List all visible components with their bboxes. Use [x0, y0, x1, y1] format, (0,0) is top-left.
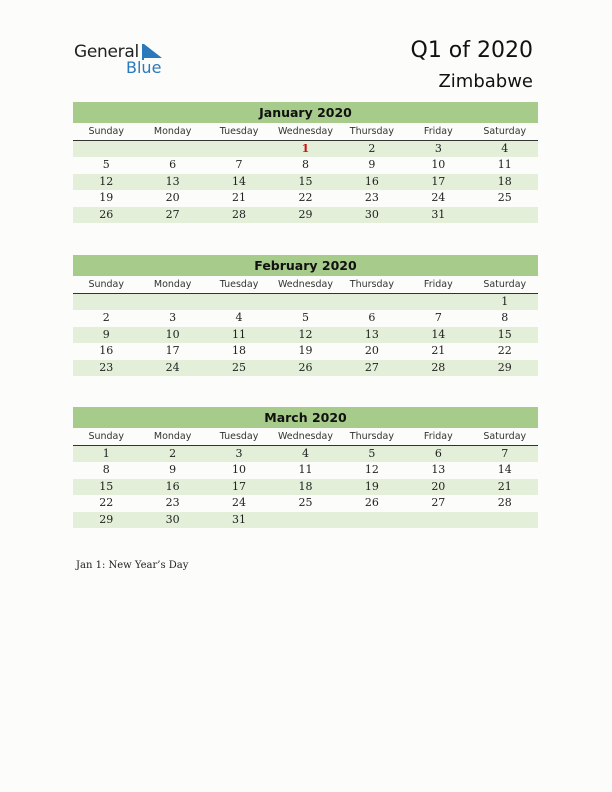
- month-calendar-january: [73, 102, 538, 223]
- weekday-label: Monday: [153, 126, 192, 137]
- day-cell: 28: [431, 360, 446, 374]
- day-cell: 29: [298, 207, 313, 221]
- day-cell: 19: [298, 344, 313, 358]
- weekday-label: Friday: [423, 431, 453, 442]
- day-cell: 13: [165, 174, 180, 188]
- weekday-header-row: [73, 276, 538, 294]
- day-cell: 7: [501, 447, 509, 460]
- day-cell: 12: [298, 327, 313, 341]
- day-cell: 23: [165, 496, 180, 510]
- day-cell: 29: [497, 360, 512, 374]
- day-cell: 19: [99, 191, 114, 205]
- day-cell: 24: [232, 496, 247, 510]
- day-cell: 20: [431, 479, 446, 493]
- weekday-label: Tuesday: [219, 279, 259, 290]
- logo-text-general: General: [74, 42, 139, 62]
- month-title: January 2020: [73, 102, 538, 123]
- day-cell: 15: [298, 174, 313, 188]
- day-cell: 11: [232, 327, 247, 341]
- weekday-label: Monday: [153, 431, 192, 442]
- day-cell: [472, 512, 538, 528]
- day-cell: 1: [102, 447, 110, 460]
- month-calendar-march: [73, 407, 538, 528]
- day-cell: 10: [232, 463, 247, 477]
- day-cell: 10: [165, 327, 180, 341]
- weekday-label: Saturday: [483, 126, 527, 137]
- weekday-label: Sunday: [88, 126, 124, 137]
- page-title: Q1 of 2020: [410, 38, 533, 63]
- day-cell: 18: [298, 479, 313, 493]
- weekday-label: Saturday: [483, 279, 527, 290]
- day-cell: 27: [364, 360, 379, 374]
- day-cell: 1: [501, 295, 509, 308]
- weekday-label: Tuesday: [219, 126, 259, 137]
- month-calendar-february: [73, 255, 538, 376]
- day-cell: 17: [431, 174, 446, 188]
- holiday-notes: Jan 1: New Year’s Day: [76, 560, 189, 571]
- day-cell: [405, 512, 471, 528]
- week-row: [73, 327, 538, 343]
- week-row: [73, 207, 538, 223]
- day-cell: 28: [232, 207, 247, 221]
- day-cell: 5: [301, 311, 309, 325]
- day-cell: 18: [497, 174, 512, 188]
- day-cell: 10: [431, 158, 446, 172]
- day-cell: 6: [434, 447, 442, 460]
- week-row: [73, 157, 538, 173]
- weekday-label: Thursday: [349, 126, 394, 137]
- day-cell: [73, 294, 139, 310]
- week-row: [73, 343, 538, 359]
- weekday-label: Wednesday: [277, 279, 333, 290]
- day-cell: 4: [235, 311, 243, 325]
- weekday-label: Friday: [423, 126, 453, 137]
- day-cell: 18: [232, 344, 247, 358]
- day-cell: 21: [232, 191, 247, 205]
- day-cell: 9: [169, 463, 177, 477]
- day-cell: 16: [165, 479, 180, 493]
- day-cell: [405, 294, 471, 310]
- day-cell: 12: [99, 174, 114, 188]
- month-title: February 2020: [73, 255, 538, 276]
- day-cell: 17: [232, 479, 247, 493]
- week-row: [73, 462, 538, 478]
- week-row: [73, 512, 538, 528]
- day-cell: 15: [497, 327, 512, 341]
- day-cell: 7: [235, 158, 243, 172]
- day-cell: 3: [169, 311, 177, 325]
- week-row: [73, 495, 538, 511]
- day-cell: 27: [165, 207, 180, 221]
- day-cell: 21: [431, 344, 446, 358]
- weekday-label: Sunday: [88, 279, 124, 290]
- day-cell: 24: [165, 360, 180, 374]
- day-cell: 23: [364, 191, 379, 205]
- weekday-label: Sunday: [88, 431, 124, 442]
- weekday-label: Wednesday: [277, 126, 333, 137]
- week-row: [73, 446, 538, 462]
- day-cell: 3: [434, 142, 442, 155]
- weekday-label: Saturday: [483, 431, 527, 442]
- day-cell: 24: [431, 191, 446, 205]
- day-cell: 22: [298, 191, 313, 205]
- day-cell: 26: [298, 360, 313, 374]
- day-cell: [339, 294, 405, 310]
- day-cell: 9: [368, 158, 376, 172]
- day-cell: 23: [99, 360, 114, 374]
- day-cell: 1: [301, 142, 310, 155]
- week-row: [73, 141, 538, 157]
- logo-text-blue: Blue: [126, 58, 162, 77]
- brand-logo: [74, 42, 184, 78]
- day-cell: 5: [368, 447, 376, 460]
- week-row: [73, 479, 538, 495]
- day-cell: 4: [301, 447, 309, 460]
- week-row: [73, 174, 538, 190]
- day-cell: 29: [99, 512, 114, 526]
- day-cell: 6: [368, 311, 376, 325]
- weekday-label: Monday: [153, 279, 192, 290]
- day-cell: 30: [165, 512, 180, 526]
- day-cell: [73, 141, 139, 157]
- day-cell: [272, 512, 338, 528]
- week-row: [73, 190, 538, 206]
- day-cell: 22: [99, 496, 114, 510]
- day-cell: 13: [364, 327, 379, 341]
- weekday-label: Wednesday: [277, 431, 333, 442]
- day-cell: 14: [497, 463, 512, 477]
- day-cell: 22: [497, 344, 512, 358]
- day-cell: 11: [497, 158, 512, 172]
- day-cell: 31: [431, 207, 446, 221]
- month-title: March 2020: [73, 407, 538, 428]
- weekday-header-row: [73, 428, 538, 446]
- weekday-header-row: [73, 123, 538, 141]
- day-cell: 31: [232, 512, 247, 526]
- week-row: [73, 360, 538, 376]
- weekday-label: Thursday: [349, 431, 394, 442]
- weekday-label: Thursday: [349, 279, 394, 290]
- day-cell: 16: [364, 174, 379, 188]
- day-cell: 14: [431, 327, 446, 341]
- day-cell: 26: [364, 496, 379, 510]
- day-cell: 16: [99, 344, 114, 358]
- week-row: [73, 310, 538, 326]
- day-cell: 26: [99, 207, 114, 221]
- weekday-label: Friday: [423, 279, 453, 290]
- day-cell: 30: [364, 207, 379, 221]
- day-cell: 17: [165, 344, 180, 358]
- day-cell: 12: [364, 463, 379, 477]
- day-cell: 13: [431, 463, 446, 477]
- day-cell: 4: [501, 142, 509, 155]
- day-cell: 28: [497, 496, 512, 510]
- day-cell: 8: [501, 311, 509, 325]
- week-row: [73, 294, 538, 310]
- day-cell: 6: [169, 158, 177, 172]
- day-cell: 25: [497, 191, 512, 205]
- day-cell: [206, 141, 272, 157]
- day-cell: 11: [298, 463, 313, 477]
- day-cell: 27: [431, 496, 446, 510]
- day-cell: 19: [364, 479, 379, 493]
- weekday-label: Tuesday: [219, 431, 259, 442]
- day-cell: 14: [232, 174, 247, 188]
- day-cell: 2: [169, 447, 177, 460]
- day-cell: 8: [301, 158, 309, 172]
- day-cell: 7: [434, 311, 442, 325]
- day-cell: [339, 512, 405, 528]
- day-cell: 3: [235, 447, 243, 460]
- day-cell: 15: [99, 479, 114, 493]
- day-cell: [139, 141, 205, 157]
- day-cell: 21: [497, 479, 512, 493]
- day-cell: [272, 294, 338, 310]
- day-cell: 8: [102, 463, 110, 477]
- day-cell: [139, 294, 205, 310]
- day-cell: 25: [232, 360, 247, 374]
- day-cell: 25: [298, 496, 313, 510]
- day-cell: 9: [102, 327, 110, 341]
- country-name: Zimbabwe: [438, 71, 533, 92]
- day-cell: [206, 294, 272, 310]
- day-cell: [472, 207, 538, 223]
- day-cell: 20: [165, 191, 180, 205]
- day-cell: 5: [102, 158, 110, 172]
- day-cell: 2: [368, 142, 376, 155]
- day-cell: 20: [364, 344, 379, 358]
- day-cell: 2: [102, 311, 110, 325]
